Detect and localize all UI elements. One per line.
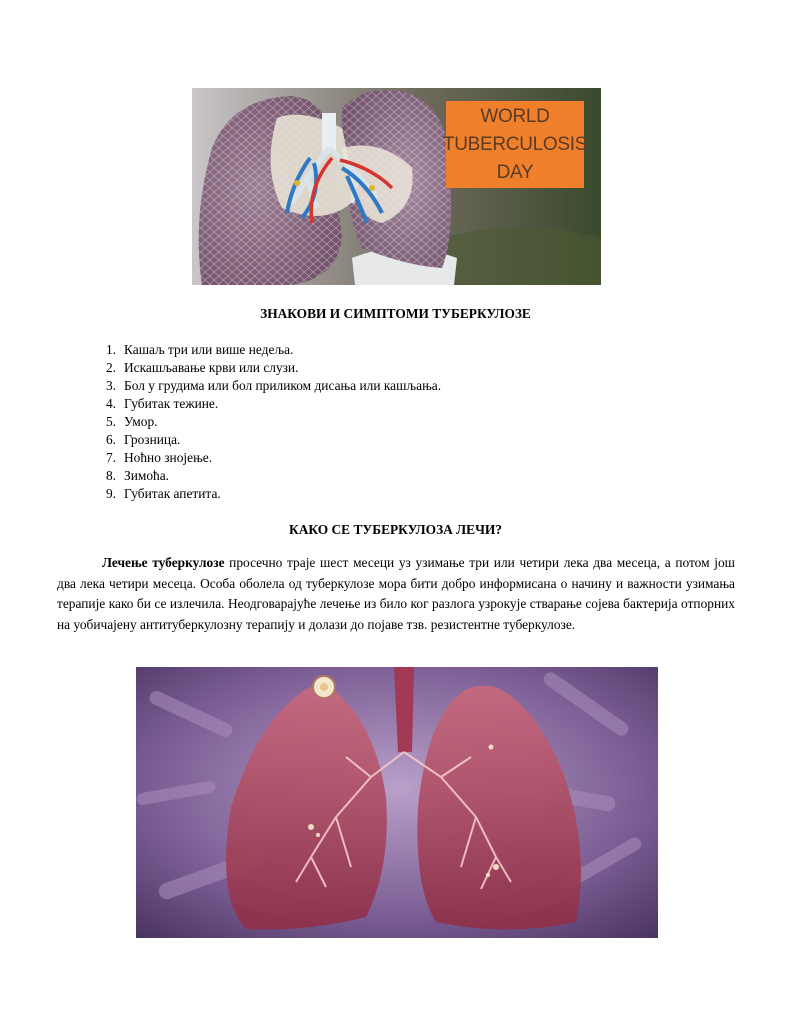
lungs-bacteria-image [136,667,658,938]
item-text: Искашљавање крви или слузи. [124,360,299,375]
list-item [96,413,441,431]
list-item [96,395,441,413]
list-item [96,377,441,395]
item-number: 6. [105,432,116,447]
item-text: Грозница. [124,432,181,447]
list-item [96,431,441,449]
item-number: 9. [105,486,116,501]
list-item [96,485,441,503]
list-item [96,467,441,485]
treatment-heading: КАКО СЕ ТУБЕРКУЛОЗА ЛЕЧИ? [288,522,503,537]
item-text: Зимоћа. [124,468,170,483]
treatment-text: просечно траје шест месеци уз узимање три или четири лека два месеца, а потом још два лека четири месеца. Особа оболела од туберкулозе мора бити добро информисана о начину и важности узимања терапије како би се излечила. Неодговарајуће лечење из било ког разлога узрокује стварање сојева бактерија отпорних на уобичајену антитуберкулозну терапију и долази до појаве тзв. резистентне туберкулозе. [57,555,735,632]
treatment-lead: Лечење туберкулозе [102,555,225,570]
item-number: 2. [105,360,116,375]
item-text: Ноћно знојење. [124,450,213,465]
item-text: Кашаљ три или више недеља. [124,342,294,357]
item-number: 1. [105,342,116,357]
signs-heading: ЗНАКОВИ И СИМПТОМИ ТУБЕРКУЛОЗЕ [260,306,531,321]
item-text: Губитак апетита. [124,486,221,501]
list-item [96,341,441,359]
item-text: Бол у грудима или бол приликом дисања или кашљања. [124,378,442,393]
item-text: Умор. [124,414,158,429]
banner-line: TUBERCULOSIS [442,134,588,155]
banner-line: WORLD [480,106,550,127]
item-number: 3. [105,378,116,393]
item-number: 4. [105,396,116,411]
banner-line: DAY [496,162,534,183]
item-number: 8. [105,468,116,483]
banner-text [442,103,588,187]
item-number: 5. [105,414,116,429]
treatment-paragraph [57,553,735,635]
list-item [96,449,441,467]
world-tb-day-image [192,88,601,285]
symptom-list [96,341,441,503]
list-item [96,359,441,377]
item-number: 7. [105,450,116,465]
item-text: Губитак тежине. [124,396,219,411]
lungs-illustration [136,667,658,938]
